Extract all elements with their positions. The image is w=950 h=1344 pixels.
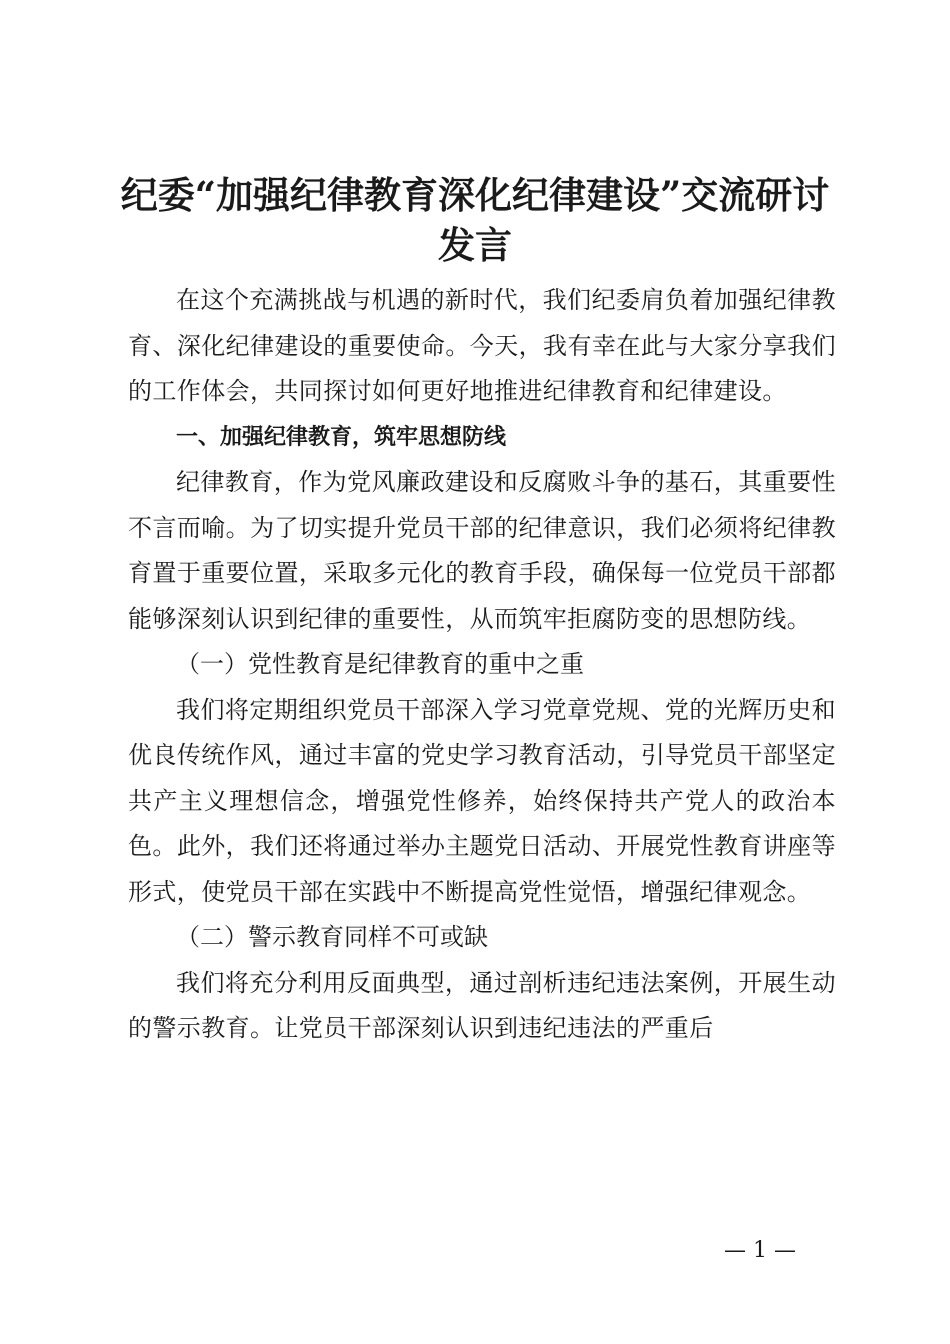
subsection-2-paragraph: 我们将充分利用反面典型，通过剖析违纪违法案例，开展生动的警示教育。让党员干部深刻认识到违纪违法的严重后: [128, 968, 836, 1042]
subsection-heading-1: （一）党性教育是纪律教育的重中之重: [176, 650, 584, 678]
subsection-1-paragraph: 我们将定期组织党员干部深入学习党章党规、党的光辉历史和优良传统作风，通过丰富的党史学习教育活动，引导党员干部坚定共产主义理想信念，增强党性修养，始终保持共产党人的政治本色。此外，我们还将通过举办主题党日活动、开展党性教育讲座等形式，使党员干部在实践中不断提高党性觉悟，增强纪律观念。: [128, 695, 836, 906]
subsection-heading-2: （二）警示教育同样不可或缺: [176, 923, 488, 951]
section-1-paragraph: 纪律教育，作为党风廉政建设和反腐败斗争的基石，其重要性不言而喻。为了切实提升党员干部的纪律意识，我们必须将纪律教育置于重要位置，采取多元化的教育手段，确保每一位党员干部都能够深刻认识到纪律的重要性，从而筑牢拒腐防变的思想防线。: [128, 468, 836, 633]
document-body: [128, 278, 836, 1052]
page-number: — 1 —: [724, 1238, 796, 1263]
document-title: 纪委“加强纪律教育深化纪律建设”交流研讨发言: [120, 173, 830, 267]
intro-paragraph: 在这个充满挑战与机遇的新时代，我们纪委肩负着加强纪律教育、深化纪律建设的重要使命。今天，我有幸在此与大家分享我们的工作体会，共同探讨如何更好地推进纪律教育和纪律建设。: [128, 286, 836, 405]
section-heading-1: 一、加强纪律教育，筑牢思想防线: [176, 424, 507, 450]
